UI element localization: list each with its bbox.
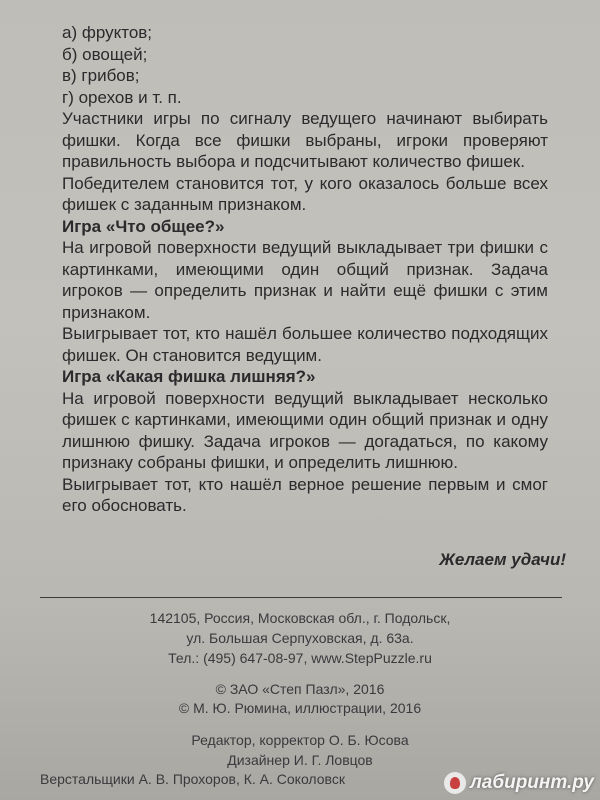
imprint-address2: ул. Большая Серпуховская, д. 63а. [186, 630, 414, 646]
labirint-logo-icon [444, 772, 466, 794]
closing-wish: Желаем удачи! [439, 550, 566, 569]
game2-title: Игра «Что общее?» [62, 216, 225, 236]
game1-paragraph1: Участники игры по сигналу ведущего начинают выбирать фишки. Когда все фишки выбраны, игроки проверяют правильность выбора и подсчитывают количество фишек. [62, 109, 548, 171]
divider [40, 597, 562, 598]
imprint-copyright1: © ЗАО «Степ Пазл», 2016 [215, 681, 385, 697]
watermark [444, 772, 594, 794]
imprint-contacts: Тел.: (495) 647-08-97, www.StepPuzzle.ru [168, 650, 432, 666]
game2-paragraph1: На игровой поверхности ведущий выкладывает три фишки с картинками, имеющими один общий признак. Задача игроков — определить признак и найти ещё фишки с этим признаком. [62, 238, 548, 322]
imprint-copyright2: © М. Ю. Рюмина, иллюстрации, 2016 [178, 700, 422, 716]
list-item: б) овощей; [62, 44, 148, 64]
game3-title: Игра «Какая фишка лишняя?» [62, 367, 316, 386]
watermark-text: лабиринт.ру [469, 772, 594, 793]
game3-paragraph1: На игровой поверхности ведущий выкладывает несколько фишек с картинками, имеющими один общий признак и одну лишнюю фишку. Задача игроков — догадаться, по какому признаку собраны фишки, и определить лишнюю. [62, 388, 548, 472]
list-item: г) орехов и т. п. [62, 87, 182, 107]
imprint-layout: Верстальщики А. В. Прохоров, К. А. Соколовск [40, 771, 345, 787]
rules-text [62, 22, 548, 517]
imprint-address1: 142105, Россия, Московская обл., г. Подольск, [149, 610, 451, 626]
list-item: в) грибов; [62, 66, 140, 85]
list-item: а) фруктов; [62, 23, 153, 42]
game2-paragraph2: Выигрывает тот, кто нашёл большее количество подходящих фишек. Он становится ведущим. [62, 324, 548, 365]
game3-paragraph2: Выигрывает тот, кто нашёл верное решение первым и смог его обосновать. [62, 474, 548, 515]
imprint-designer: Дизайнер И. Г. Ловцов [227, 752, 373, 768]
game1-paragraph2: Победителем становится тот, у кого оказалось больше всех фишек с заданным признаком. [62, 173, 548, 214]
imprint-editor: Редактор, корректор О. Б. Юсова [191, 732, 409, 748]
